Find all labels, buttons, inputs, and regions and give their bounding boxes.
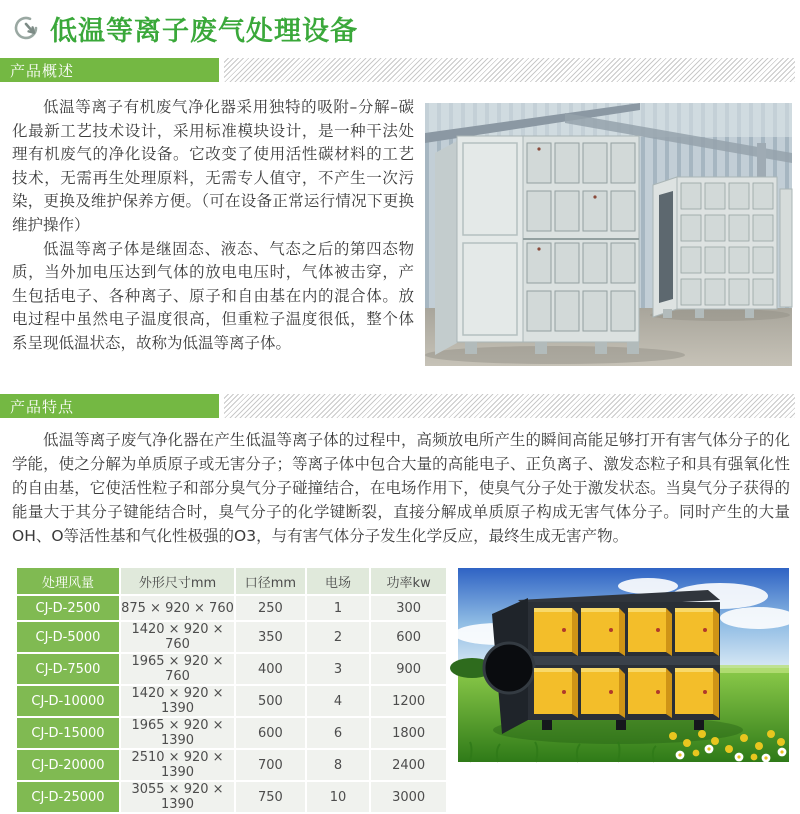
- model-cell: CJ-D-2500: [17, 596, 119, 620]
- value-cell: 1420 × 920 × 760: [121, 622, 234, 652]
- value-cell: 3000: [371, 782, 446, 812]
- value-cell: 2: [307, 622, 370, 652]
- value-cell: 6: [307, 718, 370, 748]
- page-title: 低温等离子废气处理设备: [50, 15, 358, 47]
- spec-table-head: [17, 568, 446, 594]
- section-label-features: 产品特点: [10, 397, 75, 416]
- value-cell: 1: [307, 596, 370, 620]
- plasma-unit: [484, 590, 720, 734]
- model-cell: CJ-D-5000: [17, 622, 119, 652]
- model-cell: CJ-D-20000: [17, 750, 119, 780]
- value-cell: 2400: [371, 750, 446, 780]
- features-paragraph: 低温等离子废气净化器在产生低温等离子体的过程中，高频放电所产生的瞬间高能足够打开有害气体分子的化学能，使之分解为单质原子或无害分子；等离子体中包合大量的高能电子、正负离子、激发态粒子和具有强氧化性的自由基，它使活性粒子和部分臭气分子碰撞结合，在电场作用下，使臭气分子处于激发状态。当臭气分子获得的能量大于其分子键能结合时，臭气分子的化学键断裂，直接分解成单质原子构成无害气体分子。同时产生的大量OH、O等活性基和气化性极强的O3，与有害气体分子发生化学反应，最终生成无害产物。: [12, 431, 790, 545]
- spec-header-model: 处理风量: [17, 568, 119, 594]
- value-cell: 1965 × 920 × 1390: [121, 718, 234, 748]
- section-label-overview: 产品概述: [10, 61, 75, 80]
- cabinet-left: [435, 136, 639, 355]
- table-row: [17, 782, 446, 812]
- table-row: [17, 622, 446, 652]
- section-header-overview: [0, 58, 800, 82]
- value-cell: 750: [236, 782, 305, 812]
- value-cell: 600: [371, 622, 446, 652]
- table-row: [17, 596, 446, 620]
- value-cell: 1420 × 920 × 1390: [121, 686, 234, 716]
- value-cell: 3: [307, 654, 370, 684]
- factory-photo-graphic: [425, 103, 792, 366]
- model-cell: CJ-D-7500: [17, 654, 119, 684]
- value-cell: 3055 × 920 × 1390: [121, 782, 234, 812]
- product-photo-field: [458, 568, 789, 762]
- value-cell: 900: [371, 654, 446, 684]
- field-photo-graphic: [458, 568, 789, 762]
- spec-header-row: [17, 568, 446, 594]
- value-cell: 2510 × 920 × 1390: [121, 750, 234, 780]
- value-cell: 8: [307, 750, 370, 780]
- overview-paragraph-2: 低温等离子体是继固态、液态、气态之后的第四态物质，当外加电压达到气体的放电电压时，气体被击穿，产生包括电子、各种离子、原子和自由基在内的混合体。放电过程中虽然电子温度很高，但重粒子温度很低，整个体系呈现低温状态，故称为低温等离子体。: [12, 239, 414, 352]
- spec-header-cell: 电场: [307, 568, 370, 594]
- product-photo-factory: [425, 103, 792, 366]
- table-row: [17, 686, 446, 716]
- overview-text-block: [12, 96, 414, 356]
- value-cell: 1965 × 920 × 760: [121, 654, 234, 684]
- table-row: [17, 654, 446, 684]
- overview-paragraph-1: 低温等离子有机废气净化器采用独特的吸附–分解–碳化最新工艺技术设计，采用标准模块设计，是一种干法处理有机废气的净化设备。它改变了使用活性碳材料的工艺技术，无需再生处理原料，无需专人值守，不产生一次污染，更换及维护保养方便。（可在设备正常运行情况下更换维护操作）: [12, 98, 414, 234]
- page-header: [10, 8, 358, 48]
- value-cell: 500: [236, 686, 305, 716]
- section-header-features: [0, 394, 800, 418]
- value-cell: 250: [236, 596, 305, 620]
- hatch-pattern: [224, 394, 795, 418]
- cabinet-right: [653, 177, 777, 318]
- spec-table-body: [17, 596, 446, 812]
- model-cell: CJ-D-15000: [17, 718, 119, 748]
- value-cell: 875 × 920 × 760: [121, 596, 234, 620]
- value-cell: 300: [371, 596, 446, 620]
- value-cell: 600: [236, 718, 305, 748]
- value-cell: 4: [307, 686, 370, 716]
- circular-arrow-icon: [10, 12, 42, 44]
- table-row: [17, 718, 446, 748]
- value-cell: 10: [307, 782, 370, 812]
- value-cell: 1200: [371, 686, 446, 716]
- spec-table: [15, 566, 448, 814]
- model-cell: CJ-D-10000: [17, 686, 119, 716]
- table-row: [17, 750, 446, 780]
- value-cell: 350: [236, 622, 305, 652]
- value-cell: 700: [236, 750, 305, 780]
- spec-header-cell: 外形尺寸mm: [121, 568, 234, 594]
- spec-header-cell: 口径mm: [236, 568, 305, 594]
- value-cell: 1800: [371, 718, 446, 748]
- hatch-pattern: [224, 58, 795, 82]
- model-cell: CJ-D-25000: [17, 782, 119, 812]
- section-label-bg: [0, 58, 219, 82]
- spec-header-cell: 功率kw: [371, 568, 446, 594]
- section-label-bg: [0, 394, 219, 418]
- value-cell: 400: [236, 654, 305, 684]
